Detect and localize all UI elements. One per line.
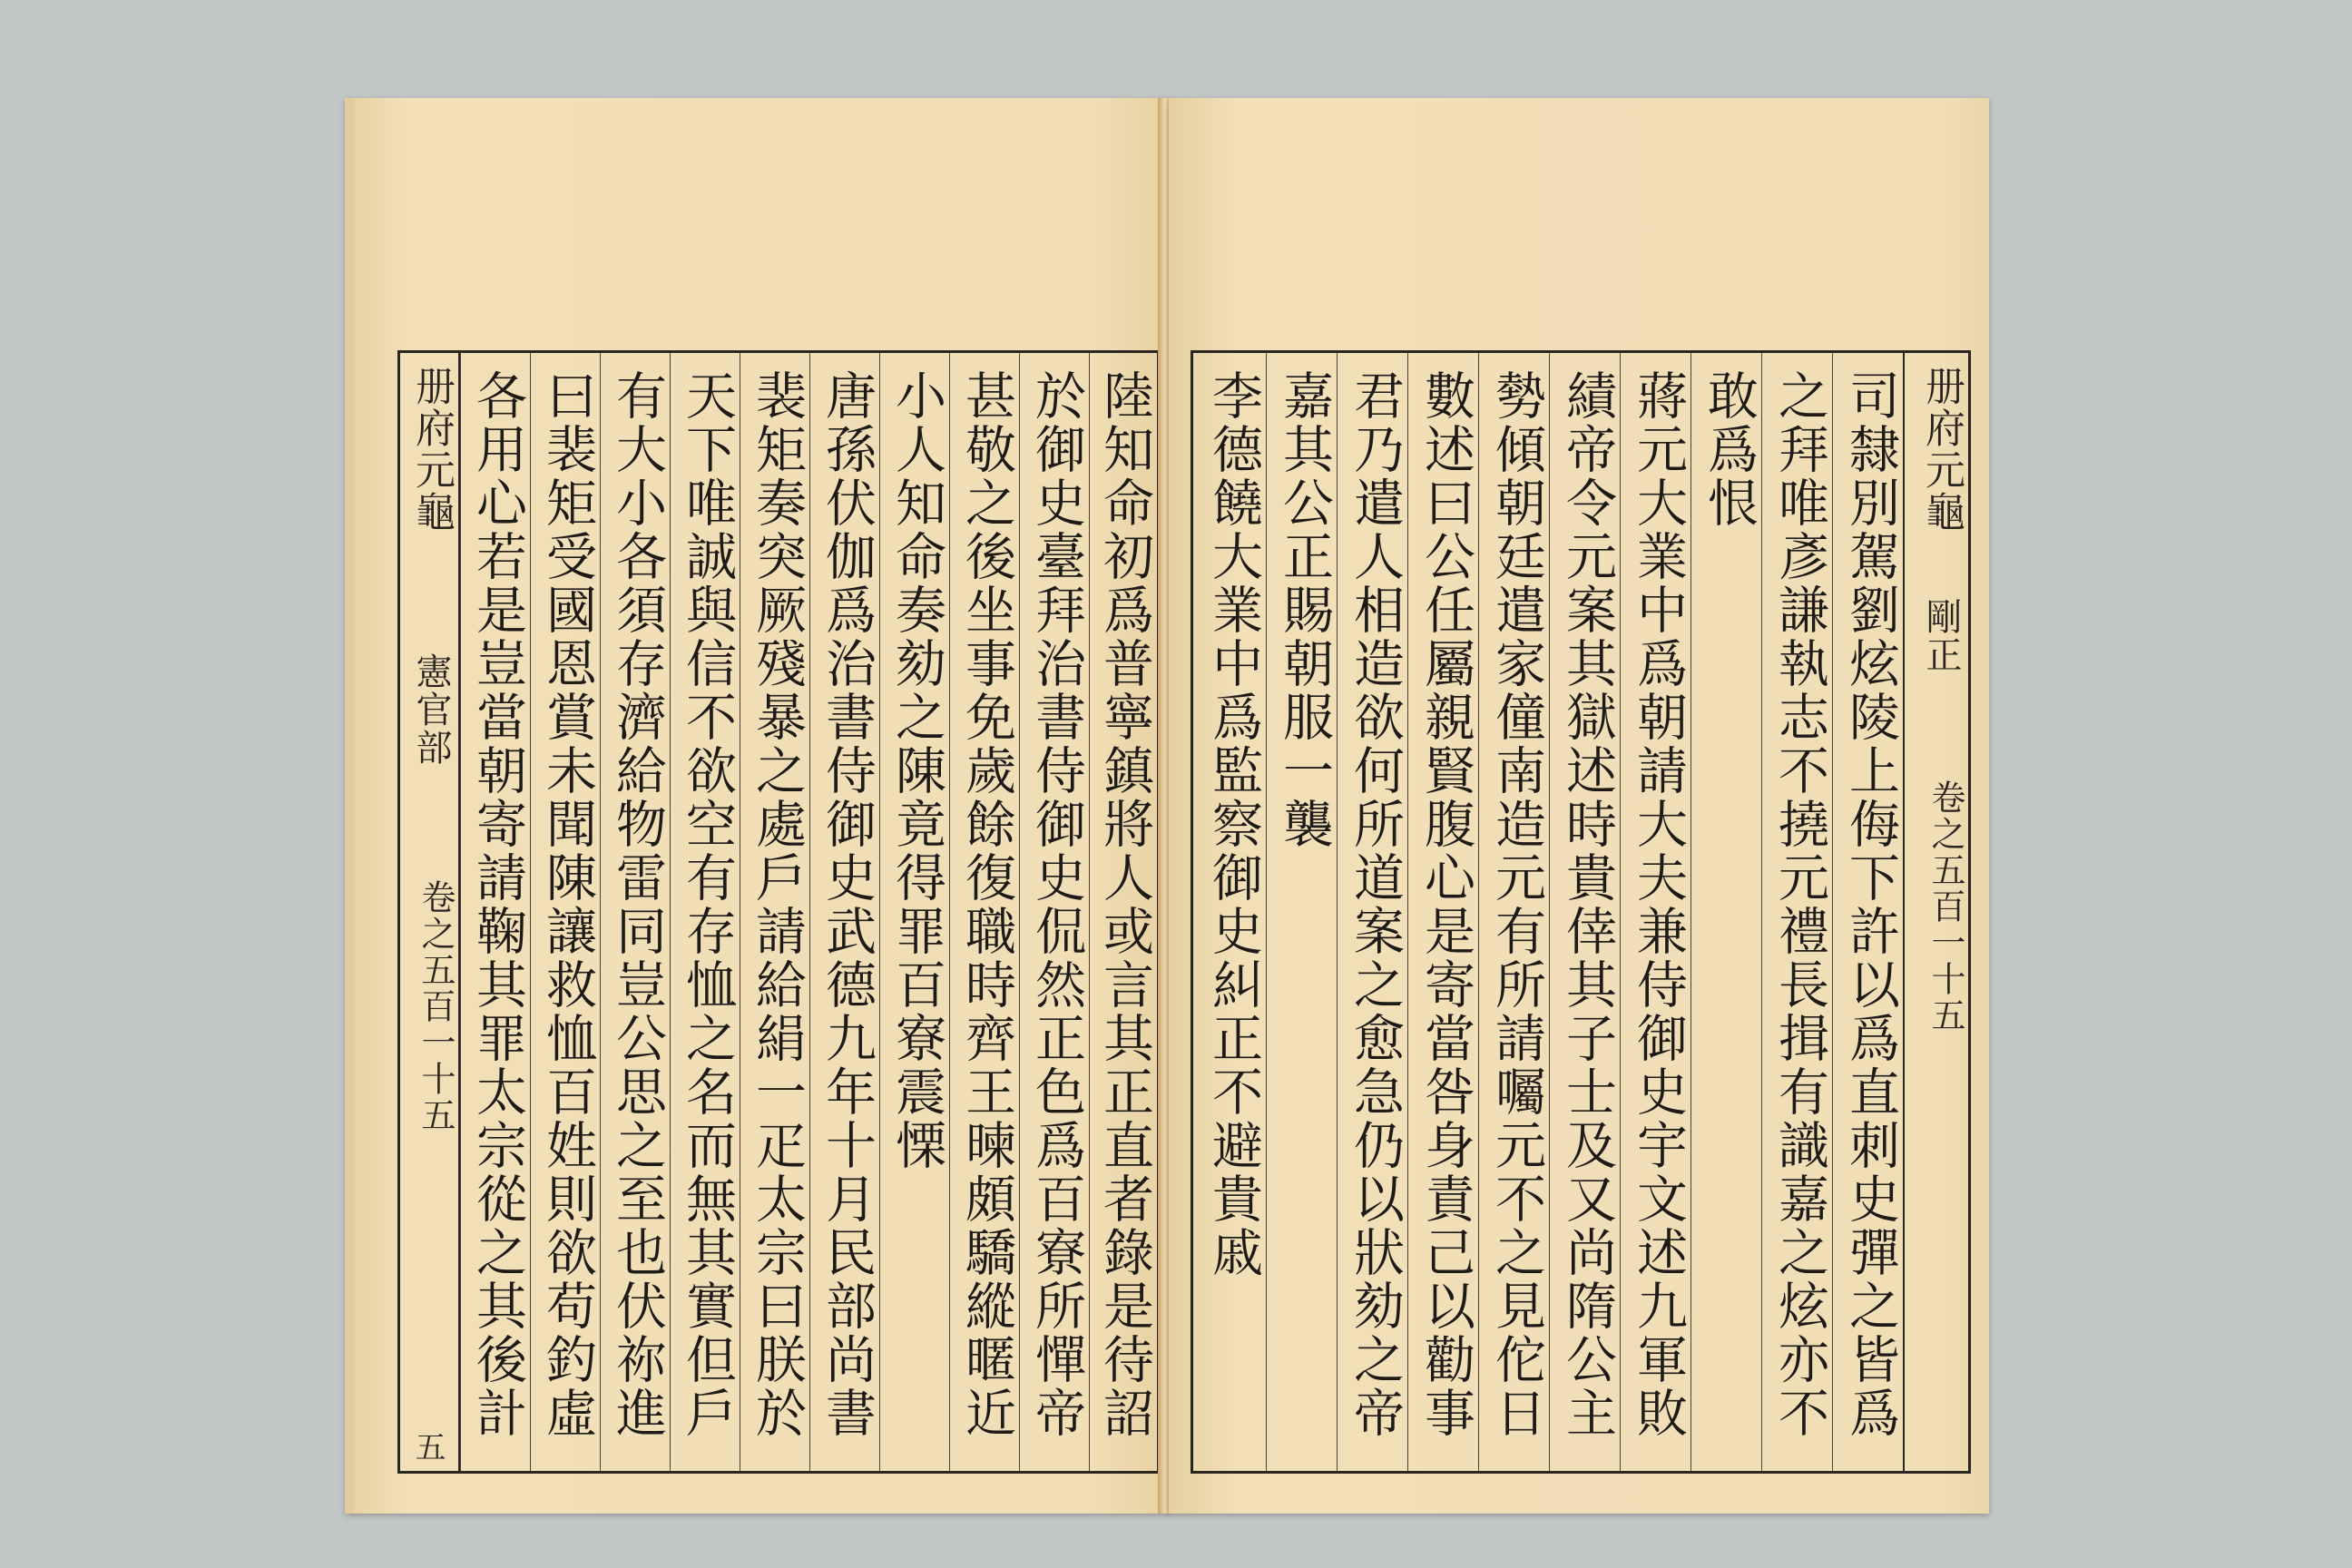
right-column-5: 績帝令元案其獄述時貴倖其子士及又尚隋公主 [1549,353,1620,1471]
left-banxin-section: 憲官部 [410,652,452,767]
left-column-5: 唐孫伏伽爲治書侍御史武德九年十月民部尚書 [809,353,879,1471]
right-text-frame [1191,350,1971,1474]
left-column-8: 有大小各須存濟給物雷同豈公思之至也伏祢進 [600,353,670,1471]
left-column-10: 各用心若是豈當朝寄請鞠其罪太宗從之其後計 [460,353,530,1471]
left-column-2: 於御史臺拜治書侍御史侃然正色爲百寮所憚帝 [1019,353,1089,1471]
open-book [338,98,1998,1514]
left-column-1: 陸知命初爲普寧鎮將人或言其正直者錄是待詔 [1089,353,1157,1471]
right-column-10: 李德饒大業中爲監察御史糾正不避貴戚 [1204,369,1263,1279]
left-banxin-volume: 卷之五百一十五 [416,879,456,1133]
left-folio: 五 [409,1431,446,1462]
left-column-3: 甚敬之後坐事免歲餘復職時齊王暕頗驕縱暱近 [949,353,1019,1471]
left-column-6: 裴矩奏突厥殘暴之處戶請給絹一疋太宗曰朕於 [740,353,809,1471]
left-column-9: 曰裴矩受國恩賞未聞陳讓救恤百姓則欲苟釣虛 [530,353,600,1471]
left-banxin-title: 册府元龜 [408,366,455,533]
left-page [345,98,1171,1514]
right-column-3: 敢爲恨 [1690,353,1761,1471]
right-banxin-section: 剛正 [1920,598,1962,674]
right-page [1169,98,1989,1514]
right-banxin-volume: 卷之五百一十五 [1926,779,1965,1034]
left-text-frame [397,350,1160,1474]
left-column-7: 天下唯誠與信不欲空有存恤之名而無其實但戶 [670,353,740,1471]
right-column-4: 蔣元大業中爲朝請大夫兼侍御史宇文述九軍敗 [1620,353,1690,1471]
right-column-1: 司隸別駕劉炫陵上侮下許以爲直刺史彈之皆爲 [1832,353,1903,1471]
right-banxin-title: 册府元龜 [1918,366,1965,533]
left-column-4: 小人知命奏劾之陳竟得罪百寮震慄 [879,353,949,1471]
right-column-6: 勢傾朝廷遣家僮南造元有所請囑元不之見佗日 [1478,353,1549,1471]
right-column-8: 君乃遣人相造欲何所道案之愈急仍以狀劾之帝 [1337,353,1407,1471]
right-column-7: 數述曰公任屬親賢腹心是寄當咎身責己以勸事 [1407,353,1478,1471]
right-column-2: 之拜唯彥謙執志不撓元禮長揖有識嘉之炫亦不 [1761,353,1832,1471]
left-banxin [400,353,460,1471]
right-column-9: 嘉其公正賜朝服一襲 [1266,353,1337,1471]
right-banxin [1903,353,1968,1471]
